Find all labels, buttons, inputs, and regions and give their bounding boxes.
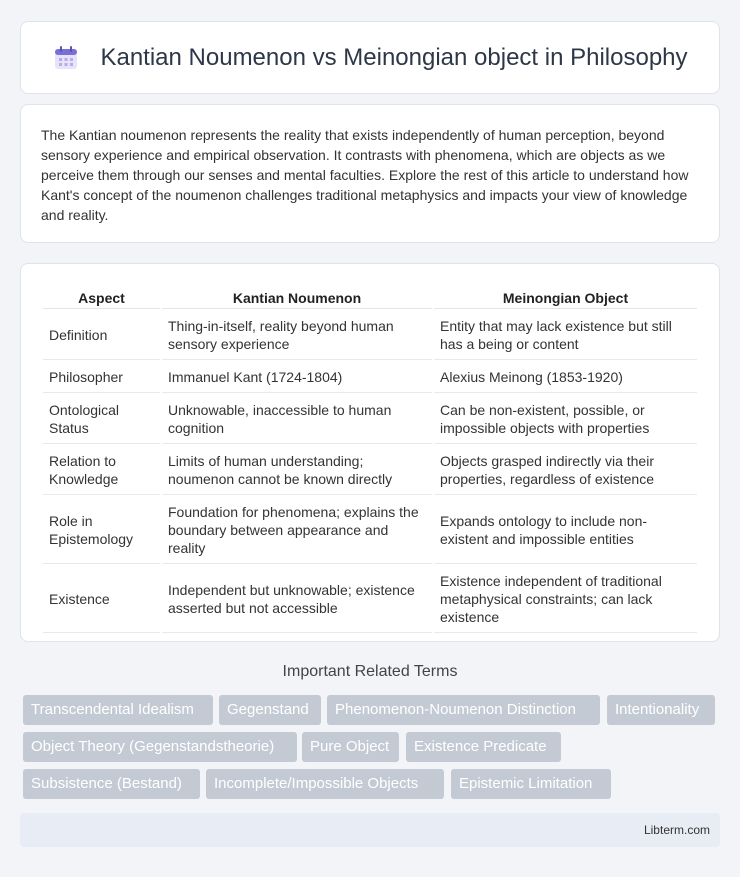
cell-meinongian: Expands ontology to include non-existent and impossible entities (434, 497, 697, 564)
title-card (20, 21, 720, 94)
cell-kantian: Immanuel Kant (1724-1804) (162, 362, 432, 393)
cell-kantian: Thing-in-itself, reality beyond human sensory experience (162, 311, 432, 360)
cell-meinongian: Existence independent of traditional metaphysical constraints; can lack existence (434, 566, 697, 633)
intro-card (20, 104, 720, 243)
header-aspect: Aspect (43, 286, 160, 309)
header-meinongian-object: Meinongian Object (434, 286, 697, 309)
tag-subsistence-bestand[interactable]: Subsistence (Bestand) (23, 769, 200, 799)
table-row (43, 311, 697, 360)
cell-aspect: Philosopher (43, 362, 160, 393)
tag-incomplete-impossible-objects[interactable]: Incomplete/Impossible Objects (206, 769, 444, 799)
cell-kantian: Limits of human understanding; noumenon cannot be known directly (162, 446, 432, 495)
cell-aspect: Existence (43, 566, 160, 633)
cell-kantian: Independent but unknowable; existence asserted but not accessible (162, 566, 432, 633)
tag-object-theory[interactable]: Object Theory (Gegenstandstheorie) (23, 732, 297, 762)
table-row (43, 497, 697, 564)
tag-existence-predicate[interactable]: Existence Predicate (406, 732, 561, 762)
table-row (43, 362, 697, 393)
table-header-row (43, 286, 697, 309)
cell-meinongian: Objects grasped indirectly via their properties, regardless of existence (434, 446, 697, 495)
cell-kantian: Unknowable, inaccessible to human cognition (162, 395, 432, 444)
intro-text: The Kantian noumenon represents the reality that exists independently of human perception, beyond sensory experience and empirical observation. It contrasts with phenomena, which are objects as we perceive them through our senses and mental faculties. Explore the rest of this article to understand how Kant's concept of the noumenon challenges traditional metaphysics and impacts your view of knowledge and reality. (41, 127, 689, 223)
tag-intentionality[interactable]: Intentionality (607, 695, 715, 725)
cell-kantian: Foundation for phenomena; explains the boundary between appearance and reality (162, 497, 432, 564)
page-title: Kantian Noumenon vs Meinongian object in Philosophy (100, 43, 688, 71)
table-row (43, 566, 697, 633)
cell-aspect: Relation to Knowledge (43, 446, 160, 495)
tag-epistemic-limitation[interactable]: Epistemic Limitation (451, 769, 611, 799)
comparison-table (41, 284, 699, 635)
related-terms-title: Important Related Terms (282, 663, 458, 680)
table-row (43, 446, 697, 495)
cell-meinongian: Entity that may lack existence but still has a being or content (434, 311, 697, 360)
cell-aspect: Ontological Status (43, 395, 160, 444)
footer-brand-link[interactable]: Libterm.com (643, 823, 710, 837)
tag-gegenstand[interactable]: Gegenstand (219, 695, 321, 725)
tag-phenomenon-noumenon-distinction[interactable]: Phenomenon-Noumenon Distinction (327, 695, 600, 725)
header-kantian-noumenon: Kantian Noumenon (162, 286, 432, 309)
tag-pure-object[interactable]: Pure Object (302, 732, 399, 762)
footer (20, 813, 720, 847)
cell-aspect: Definition (43, 311, 160, 360)
tag-transcendental-idealism[interactable]: Transcendental Idealism (23, 695, 213, 725)
cell-aspect: Role in Epistemology (43, 497, 160, 564)
comparison-table-card (20, 263, 720, 642)
table-row (43, 395, 697, 444)
cell-meinongian: Alexius Meinong (1853-1920) (434, 362, 697, 393)
calendar-icon (52, 44, 80, 72)
cell-meinongian: Can be non-existent, possible, or impossible objects with properties (434, 395, 697, 444)
